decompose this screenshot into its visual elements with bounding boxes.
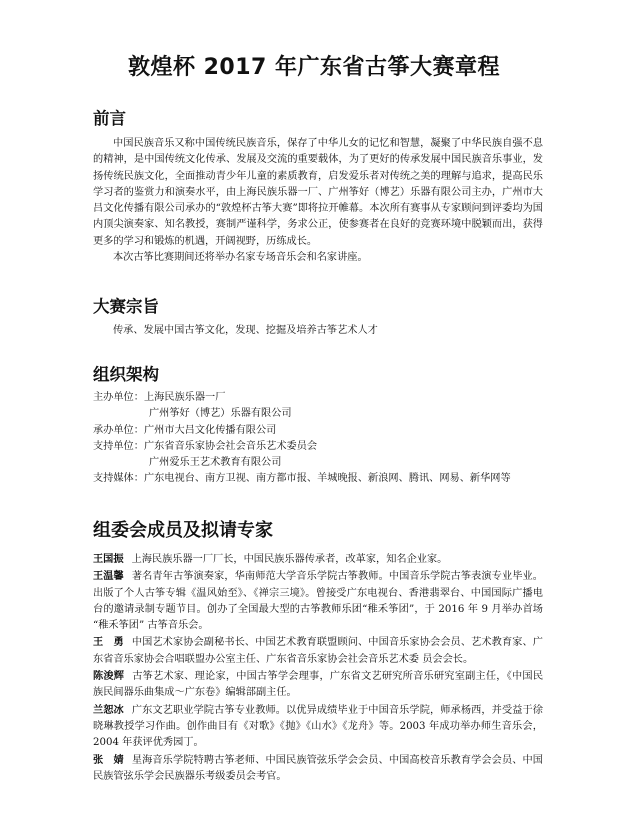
org-value: 广州筝好（博艺）乐器有限公司: [149, 408, 292, 420]
section-heading-committee: 组委会成员及拟请专家: [93, 520, 273, 541]
org-value: 上海民族乐器一厂: [143, 392, 226, 403]
member-desc: 古筝艺术家、理论家，中国古筝学会理事，广东省文艺研究所音乐研究室副主任，《中国民族民间器乐曲集成～广东卷》编辑部副主任。: [93, 671, 544, 699]
committee-member: [93, 552, 543, 568]
org-row: [93, 439, 543, 455]
member-desc: 上海民族乐器一厂厂长，中国民族乐器传承者，改革家，知名企业家。: [131, 554, 448, 565]
org-row: [93, 423, 543, 439]
preface-paragraph: 中国民族音乐又称中国传统民族音乐，保存了中华儿女的记忆和智慧，凝聚了中华民族自强不息的精神，是中国传统文化传承、发展及交流的重要载体，为了更好的传承发展中国民族音乐事业，发扬传统民族文化，全面推动青少年儿童的素质教育，启发爱乐者对传统之美的理解与追求，提高民乐学习者的鉴赏力和演奏水平，由上海民族乐器一厂、广州筝好（博艺）乐器有限公司主办，广州市大吕文化传播有限公司承办的“敦煌杯古筝大赛”即将拉开帷幕。本次所有赛事从专家顾问到评委均为国内顶尖演奏家、知名教授，赛制严谨科学，务求公正，使参赛者在良好的竞赛环境中脱颖而出，获得更多的学习和锻炼的机遇，开阔视野，历练成长。: [93, 138, 543, 247]
member-desc: 中国艺术家协会副秘书长、中国艺术教育联盟顾问、中国音乐家协会会员、艺术教育家、广东省音乐家协会合唱联盟办公室主任、广东省音乐家协会社会音乐艺术委 员会会长。: [93, 637, 543, 665]
org-value: 广州爱乐王艺术教育有限公司: [149, 457, 282, 469]
org-value: 广东电视台、南方卫视、南方都市报、羊城晚报、新浪网、腾讯、网易、新华网等: [143, 473, 511, 485]
org-label: 承办单位：: [93, 424, 144, 436]
member-desc: 著名青年古筝演奏家，华南师范大学音乐学院古筝教师。中国音乐学院古筝表演专业毕业。出版了个人古筝专辑《温风始至》、《禅宗三境》。曾接受广东电视台、香港翡翠台、中国国际广播电台的邀请录制专题节目。创办了全国最大型的古筝教师乐团“稚禾筝团”，于 2016 年 9 月举办首场 “稚禾筝团” 古筝音乐会。: [93, 571, 543, 632]
committee-member: [93, 669, 543, 702]
org-row: [93, 471, 543, 487]
organization-list: [93, 390, 543, 488]
committee-member: [93, 569, 543, 634]
committee-member: [93, 635, 543, 668]
document-title: 敦煌杯 2017 年广东省古筝大赛章程: [127, 55, 501, 80]
org-label: 主办单位：: [93, 392, 144, 403]
member-name: 王 勇: [93, 637, 124, 649]
member-name: 王国振: [93, 554, 124, 565]
section-heading-preface: 前言: [93, 109, 126, 128]
preface-paragraph: 本次古筝比赛期间还将举办名家专场音乐会和名家讲座。: [113, 252, 368, 264]
org-label: 支持单位：: [93, 440, 144, 452]
org-value: 广东省音乐家协会社会音乐艺术委员会: [143, 440, 318, 452]
committee-member: [93, 703, 543, 752]
section-heading-purpose: 大赛宗旨: [93, 297, 159, 316]
committee-list: [93, 552, 543, 786]
org-label: 支持媒体：: [93, 473, 144, 485]
org-value: 广州市大吕文化传播有限公司: [143, 424, 277, 436]
committee-member: [93, 753, 543, 786]
org-row: [93, 406, 543, 422]
member-name: 张 婧: [93, 754, 124, 766]
member-name: 陈浚辉: [93, 671, 125, 683]
member-desc: 星海音乐学院特聘古筝老师、中国民族管弦乐学会会员、中国高校音乐教育学会会员、中国民族管弦乐学会民族器乐考级委员会考官。: [93, 754, 543, 782]
section-heading-organization: 组织架构: [93, 365, 159, 384]
org-row: [93, 455, 543, 471]
preface-body: [93, 136, 543, 266]
org-row: [93, 390, 543, 406]
member-name: 兰恕冰: [93, 704, 124, 716]
member-desc: 广东文艺职业学院古筝专业教师。以优异成绩毕业于中国音乐学院，师承杨西，并受益于徐晓琳教授学习作曲。创作曲目有《对歌》《抛》《山水》《龙舟》等。2003 年成功举办师生音乐会，2004 年获评优秀园丁。: [93, 704, 543, 749]
purpose-text: 传承、发展中国古筝文化，发现、挖掘及培养古筝艺术人才: [113, 325, 378, 336]
purpose-body: [93, 323, 543, 339]
member-name: 王温馨: [93, 571, 124, 583]
